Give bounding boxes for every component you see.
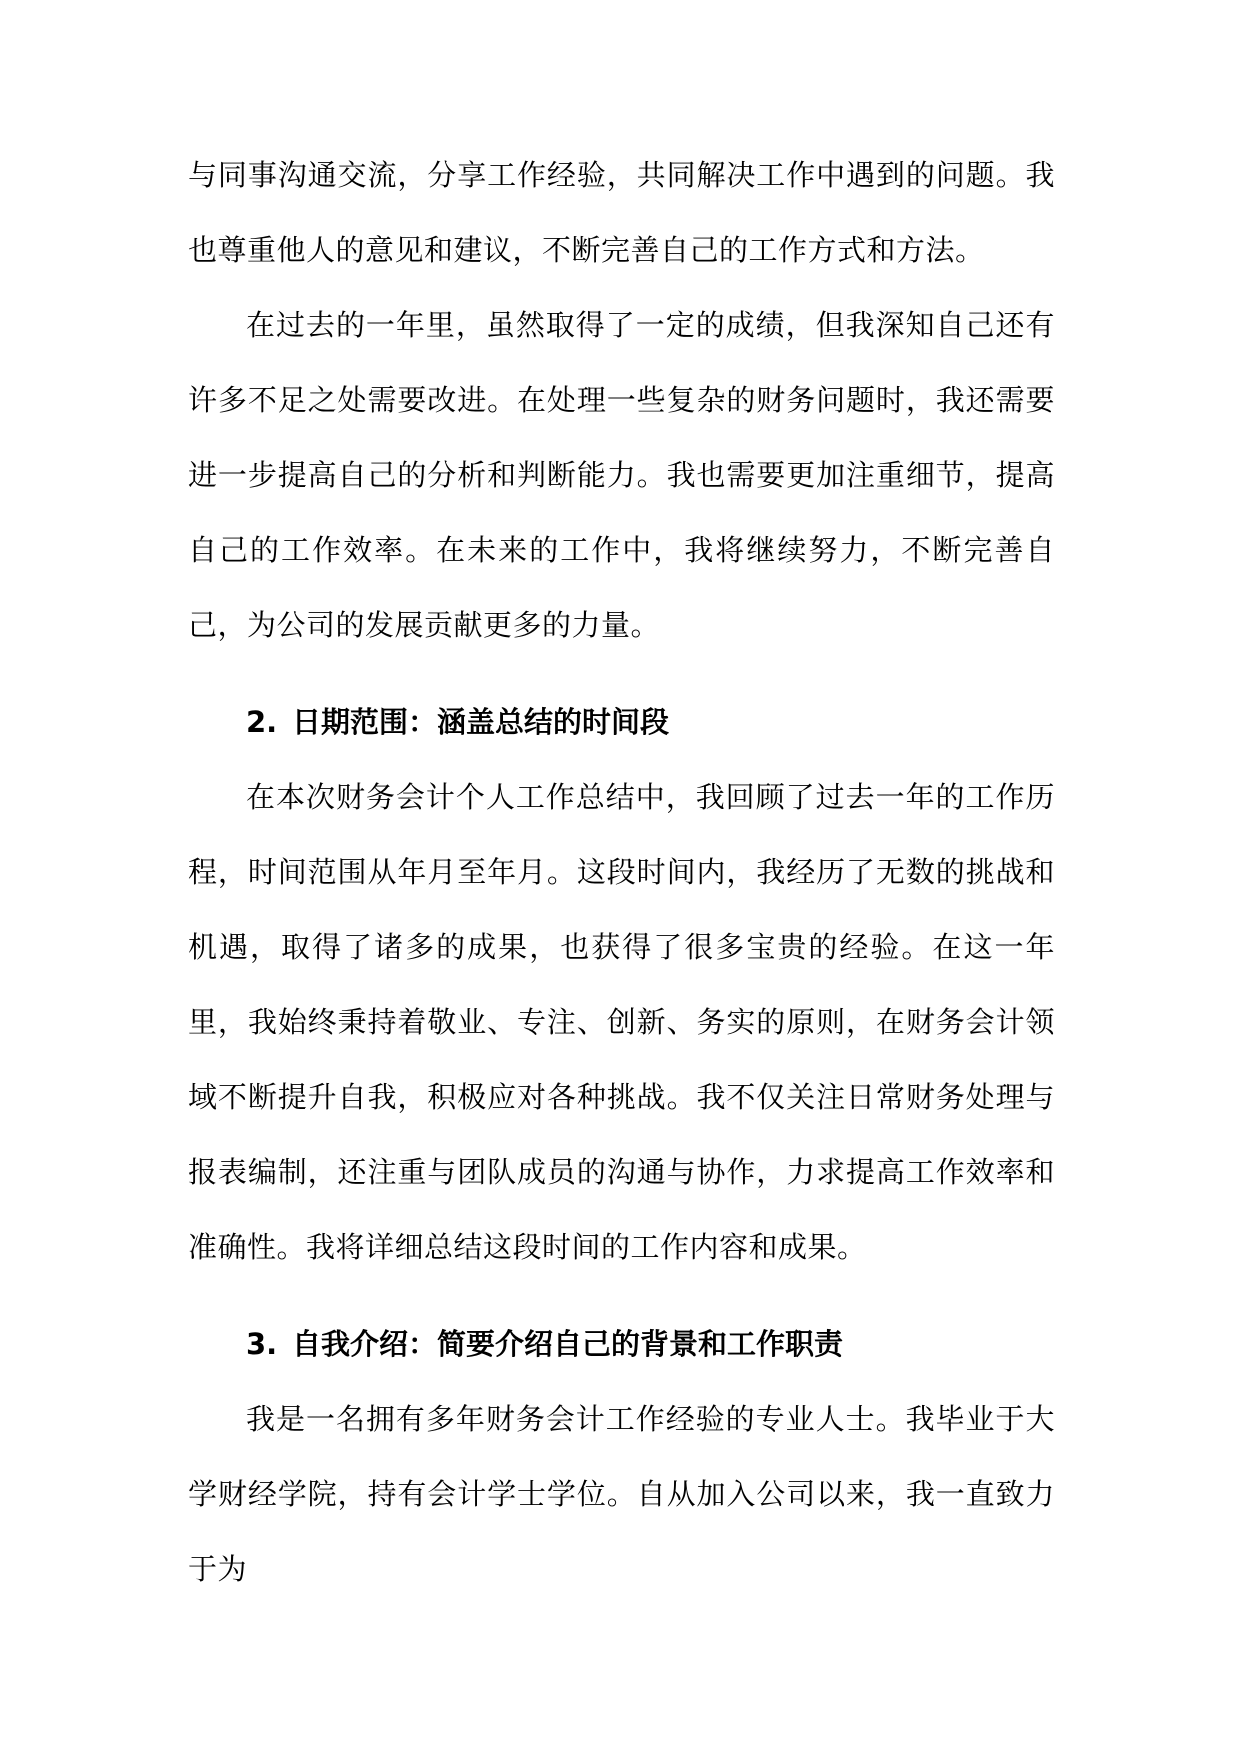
- section-title: 自我介绍：简要介绍自己的背景和工作职责: [292, 1327, 844, 1361]
- section-title: 日期范围：涵盖总结的时间段: [292, 705, 670, 739]
- section-heading-date-range: [188, 685, 1055, 760]
- paragraph-date-range: 在本次财务会计个人工作总结中，我回顾了过去一年的工作历程，时间范围从年月至年月。这段时间内，我经历了无数的挑战和机遇，取得了诸多的成果，也获得了很多宝贵的经验。在这一年里，我始终秉持着敬业、专注、创新、务实的原则，在财务会计领域不断提升自我，积极应对各种挑战。我不仅关注日常财务处理与报表编制，还注重与团队成员的沟通与协作，力求提高工作效率和准确性。我将详细总结这段时间的工作内容和成果。: [188, 780, 1055, 1264]
- section-number: 3.: [246, 1327, 278, 1361]
- section-heading-self-intro: [188, 1307, 1055, 1382]
- document-body: [188, 138, 1055, 1607]
- section-number: 2.: [246, 705, 278, 739]
- paragraph-self-reflection: 在过去的一年里，虽然取得了一定的成绩，但我深知自己还有许多不足之处需要改进。在处理一些复杂的财务问题时，我还需要进一步提高自己的分析和判断能力。我也需要更加注重细节，提高自己的工作效率。在未来的工作中，我将继续努力，不断完善自己，为公司的发展贡献更多的力量。: [188, 308, 1055, 642]
- paragraph-self-intro: 我是一名拥有多年财务会计工作经验的专业人士。我毕业于大学财经学院，持有会计学士学位。自从加入公司以来，我一直致力于为: [188, 1402, 1055, 1586]
- paragraph-continuation: 与同事沟通交流，分享工作经验，共同解决工作中遇到的问题。我也尊重他人的意见和建议，不断完善自己的工作方式和方法。: [188, 158, 1055, 267]
